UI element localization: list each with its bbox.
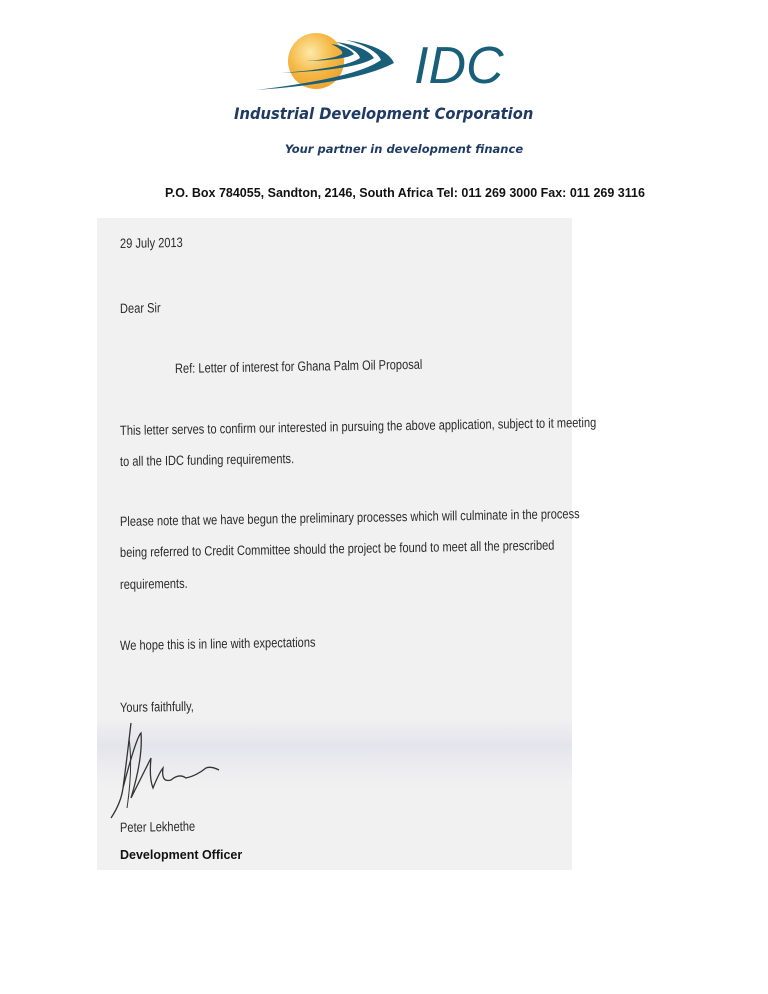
paragraph3: We hope this is in line with expectations	[119, 634, 316, 653]
letter-date: 29 July 2013	[119, 234, 183, 251]
idc-logo	[236, 28, 532, 98]
paragraph2-line: requirements.	[119, 575, 188, 592]
paragraph1-line: to all the IDC funding requirements.	[119, 451, 295, 469]
address-line: P.O. Box 784055, Sandton, 2146, South Africa Tel: 011 269 3000 Fax: 011 269 3116	[165, 186, 645, 200]
paragraph2-line: Please note that we have begun the preliminary processes which will culminate in the process	[119, 506, 580, 529]
paragraph2-line: being referred to Credit Committee should the project be found to meet all the prescribed	[119, 537, 555, 560]
organization-name: Industrial Development Corporation	[234, 104, 534, 123]
signatory-title: Development Officer	[120, 848, 243, 862]
paragraph1-line: This letter serves to confirm our interested in pursuing the above application, subject to it meeting	[119, 414, 597, 438]
scanned-letter	[97, 218, 597, 870]
closing: Yours faithfully,	[119, 698, 194, 715]
salutation: Dear Sir	[119, 300, 161, 316]
signatory-name: Peter Lekhethe	[119, 818, 196, 835]
tagline: Your partner in development finance	[284, 142, 524, 156]
reference-line: Ref: Letter of interest for Ghana Palm Oil Proposal	[174, 356, 423, 376]
svg-text:IDC: IDC	[414, 37, 504, 95]
signature	[101, 718, 221, 828]
